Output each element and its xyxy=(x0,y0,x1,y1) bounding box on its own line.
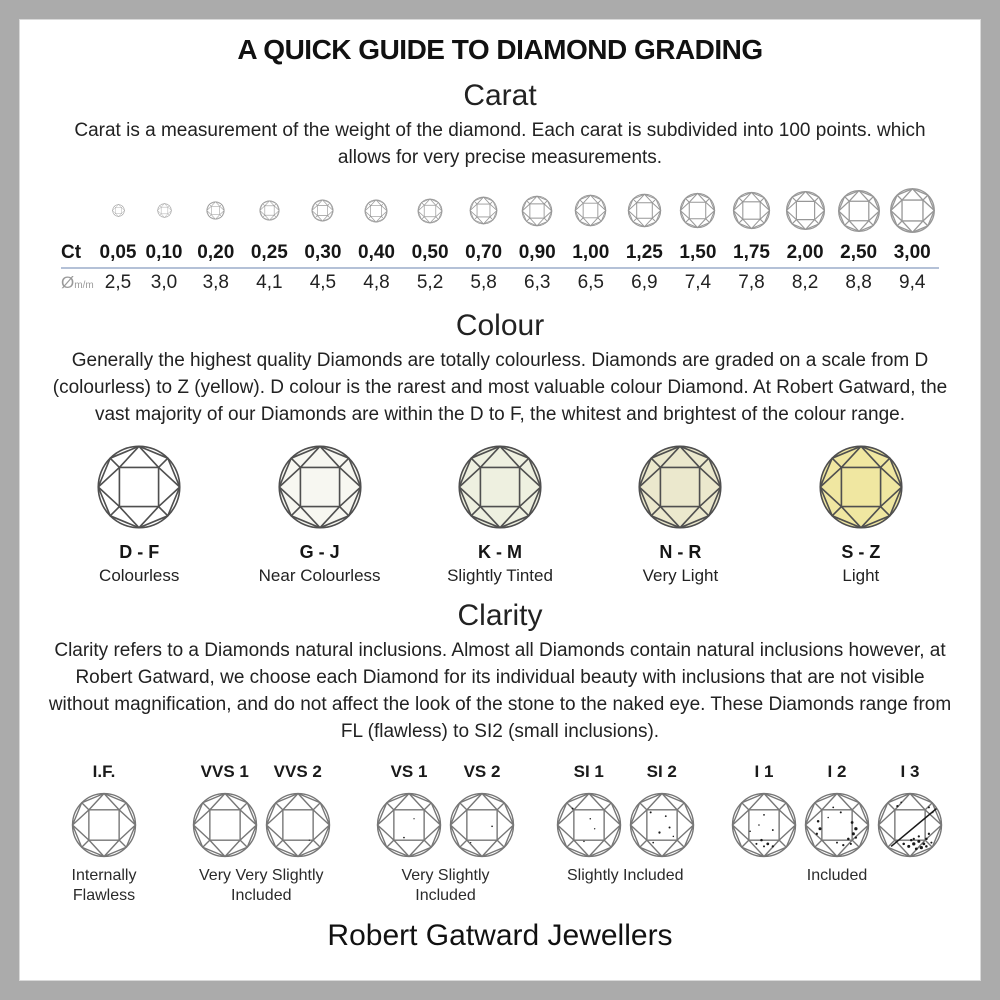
clarity-group xyxy=(56,762,152,906)
clarity-diamond-icon xyxy=(803,791,871,859)
clarity-grade-label: I.F. xyxy=(92,761,116,781)
round-brilliant-icon xyxy=(521,195,553,227)
diameter-value: 6,9 xyxy=(631,271,658,293)
carat-value: 2,50 xyxy=(840,241,878,263)
round-brilliant-icon xyxy=(364,199,388,223)
clarity-diamond-icon xyxy=(375,791,443,859)
diameter-symbol: Ø xyxy=(61,272,75,292)
carat-diamond-icon xyxy=(97,182,139,240)
round-brilliant-icon xyxy=(157,203,172,218)
carat-section xyxy=(44,79,956,296)
carat-diamond-icon xyxy=(564,182,618,240)
colour-range-label: G - J xyxy=(299,541,340,562)
carat-value: 2,00 xyxy=(786,241,824,263)
carat-value: 0,10 xyxy=(145,241,183,263)
diameter-unit: m/m xyxy=(74,279,94,291)
clarity-group-caption: Included xyxy=(806,866,868,884)
round-brilliant-icon xyxy=(679,192,716,229)
colour-grade-item xyxy=(229,443,409,586)
round-brilliant-icon xyxy=(311,199,334,222)
clarity-stone xyxy=(264,762,332,859)
clarity-group-caption: Very Slightly Included xyxy=(401,866,490,904)
carat-diamond-icon xyxy=(457,182,511,240)
carat-value: 1,75 xyxy=(733,241,770,263)
clarity-grade-label: I 2 xyxy=(827,761,847,781)
carat-diamond-row xyxy=(61,182,939,240)
carat-heading: Carat xyxy=(463,79,537,112)
colour-description: Generally the highest quality Diamonds are totally colourless. Diamonds are graded on a scale from D (colourless) to Z (yellow). D colour is the rarest and most valuable colour Diamond. At Robert Gatward, the vast majority of our Diamonds are within the D to F, the whitest and brightest of the colour range. xyxy=(52,349,948,425)
carat-value: 0,05 xyxy=(99,241,137,263)
clarity-grade-label: VVS 1 xyxy=(200,761,249,781)
clarity-group xyxy=(730,762,944,886)
carat-diamond-icon xyxy=(350,182,404,240)
carat-diamond-icon xyxy=(403,182,457,240)
colour-grade-row xyxy=(49,443,951,586)
clarity-grade-label: SI 2 xyxy=(646,761,677,781)
clarity-group xyxy=(371,762,521,906)
clarity-diamond-icon xyxy=(876,791,944,859)
clarity-grade-row xyxy=(56,762,944,906)
diameter-value: 6,5 xyxy=(577,271,604,293)
brand-name: Robert Gatward Jewellers xyxy=(327,918,673,952)
clarity-description: Clarity refers to a Diamonds natural inclusions. Almost all Diamonds contain natural inclusions however, at Robert Gatward, we choose each Diamond for its individual beauty with inclusions that are not visible without magnification, and do not affect the look of the stone to the naked eye. These Diamonds range from FL (flawless) to SI2 (small inclusions). xyxy=(48,639,952,742)
diameter-value: 5,2 xyxy=(416,271,444,293)
colour-description-label: Near Colourless xyxy=(258,565,381,585)
diameter-value: 8,8 xyxy=(845,271,872,293)
diameter-value: 7,8 xyxy=(738,271,765,293)
carat-row-label: Ct xyxy=(61,241,82,263)
colour-description-label: Very Light xyxy=(642,565,719,585)
carat-value: 0,20 xyxy=(197,241,235,263)
colour-grade-item xyxy=(49,443,229,586)
clarity-heading: Clarity xyxy=(457,598,543,632)
round-brilliant-icon xyxy=(469,196,498,225)
round-brilliant-icon xyxy=(112,204,125,217)
round-brilliant-icon xyxy=(837,189,881,233)
carat-diamond-icon xyxy=(832,182,886,240)
clarity-group-caption: Slightly Included xyxy=(566,866,684,884)
carat-diamond-icon xyxy=(139,182,189,240)
round-brilliant-icon xyxy=(732,191,771,230)
diameter-value: 2,5 xyxy=(104,271,132,293)
clarity-diamond-icon xyxy=(730,791,798,859)
clarity-group-caption: Internally Flawless xyxy=(71,866,137,904)
diameter-value: 4,5 xyxy=(309,271,337,293)
colour-section xyxy=(44,309,956,586)
carat-diamond-icon xyxy=(243,182,297,240)
clarity-diamond-icon xyxy=(70,791,138,859)
clarity-diamond-icon xyxy=(264,791,332,859)
colour-heading: Colour xyxy=(455,308,545,342)
clarity-diamond-icon xyxy=(448,791,516,859)
carat-value: 0,30 xyxy=(304,241,342,263)
colour-grade-item xyxy=(590,443,770,586)
carat-scale-divider xyxy=(61,267,939,269)
carat-value: 1,50 xyxy=(679,241,717,263)
diameter-value: 4,1 xyxy=(256,271,283,293)
clarity-stone xyxy=(555,762,623,859)
clarity-grade-label: VS 1 xyxy=(390,761,428,781)
carat-value: 3,00 xyxy=(893,241,931,263)
carat-value: 1,25 xyxy=(625,241,663,263)
clarity-stone xyxy=(448,762,516,859)
clarity-group-stones xyxy=(191,762,332,859)
clarity-stone xyxy=(191,762,259,859)
colour-grade-item xyxy=(410,443,590,586)
clarity-grade-label: VS 2 xyxy=(463,761,501,781)
colour-diamond-icon xyxy=(95,443,183,531)
diameter-value: 6,3 xyxy=(524,271,551,293)
clarity-stone xyxy=(730,762,798,859)
carat-diamond-icon xyxy=(510,182,564,240)
clarity-diamond-icon xyxy=(628,791,696,859)
carat-scale-spacer xyxy=(61,182,97,240)
clarity-stone xyxy=(628,762,696,859)
round-brilliant-icon xyxy=(259,200,280,221)
carat-value: 0,40 xyxy=(358,241,395,263)
carat-weight-row xyxy=(61,240,939,266)
clarity-stone xyxy=(803,762,871,859)
clarity-grade-label: VVS 2 xyxy=(273,761,322,781)
clarity-grade-label: I 1 xyxy=(754,761,774,781)
diameter-row-label xyxy=(61,273,97,293)
carat-size-scale xyxy=(61,182,939,296)
infographic-content xyxy=(20,20,980,980)
carat-diameter-row xyxy=(61,270,939,296)
clarity-stone xyxy=(375,762,443,859)
clarity-group-stones xyxy=(730,762,944,859)
round-brilliant-icon xyxy=(574,194,607,227)
carat-diamond-icon xyxy=(618,182,672,240)
round-brilliant-icon xyxy=(627,193,662,228)
clarity-stone xyxy=(876,762,944,859)
clarity-diamond-icon xyxy=(555,791,623,859)
clarity-group xyxy=(555,762,696,886)
colour-description-label: Slightly Tinted xyxy=(447,565,553,585)
round-brilliant-icon xyxy=(785,190,826,231)
round-brilliant-icon xyxy=(206,201,225,220)
clarity-group xyxy=(186,762,336,906)
carat-value: 0,90 xyxy=(518,241,556,263)
carat-diamond-icon xyxy=(189,182,243,240)
carat-value: 1,00 xyxy=(572,241,610,263)
colour-grade-item xyxy=(771,443,951,586)
colour-range-label: N - R xyxy=(659,541,702,562)
page-title: A QUICK GUIDE TO DIAMOND GRADING xyxy=(237,34,763,65)
colour-diamond-icon xyxy=(276,443,364,531)
clarity-group-stones xyxy=(70,762,138,859)
clarity-grade-label: SI 1 xyxy=(573,761,604,781)
round-brilliant-icon xyxy=(417,198,443,224)
carat-diamond-icon xyxy=(296,182,350,240)
colour-range-label: K - M xyxy=(478,541,523,562)
colour-diamond-icon xyxy=(817,443,905,531)
carat-diamond-icon xyxy=(885,182,939,240)
diameter-value: 9,4 xyxy=(899,271,926,293)
carat-diamond-icon xyxy=(778,182,832,240)
carat-description: Carat is a measurement of the weight of the diamond. Each carat is subdivided into 100 points. which allows for very precise measurements. xyxy=(74,120,926,168)
colour-range-label: D - F xyxy=(119,541,160,562)
colour-range-label: S - Z xyxy=(841,541,881,562)
carat-value: 0,50 xyxy=(411,241,449,263)
clarity-group-caption: Very Very Slightly Included xyxy=(199,866,324,904)
clarity-group-stones xyxy=(555,762,696,859)
diameter-value: 3,8 xyxy=(202,271,229,293)
clarity-diamond-icon xyxy=(191,791,259,859)
diameter-value: 3,0 xyxy=(150,271,178,293)
diameter-value: 5,8 xyxy=(470,271,497,293)
clarity-stone xyxy=(70,762,138,859)
clarity-grade-label: I 3 xyxy=(900,761,920,781)
colour-description-label: Light xyxy=(842,565,880,585)
carat-value: 0,25 xyxy=(250,241,288,263)
carat-diamond-icon xyxy=(725,182,779,240)
clarity-section xyxy=(44,599,956,906)
carat-diamond-icon xyxy=(671,182,725,240)
carat-value: 0,70 xyxy=(465,241,503,263)
round-brilliant-icon xyxy=(889,187,936,234)
diameter-value: 8,2 xyxy=(791,271,819,293)
colour-description-label: Colourless xyxy=(99,565,180,585)
colour-diamond-icon xyxy=(636,443,724,531)
diameter-value: 7,4 xyxy=(684,271,712,293)
colour-diamond-icon xyxy=(456,443,544,531)
diameter-value: 4,8 xyxy=(363,271,390,293)
clarity-group-stones xyxy=(375,762,516,859)
